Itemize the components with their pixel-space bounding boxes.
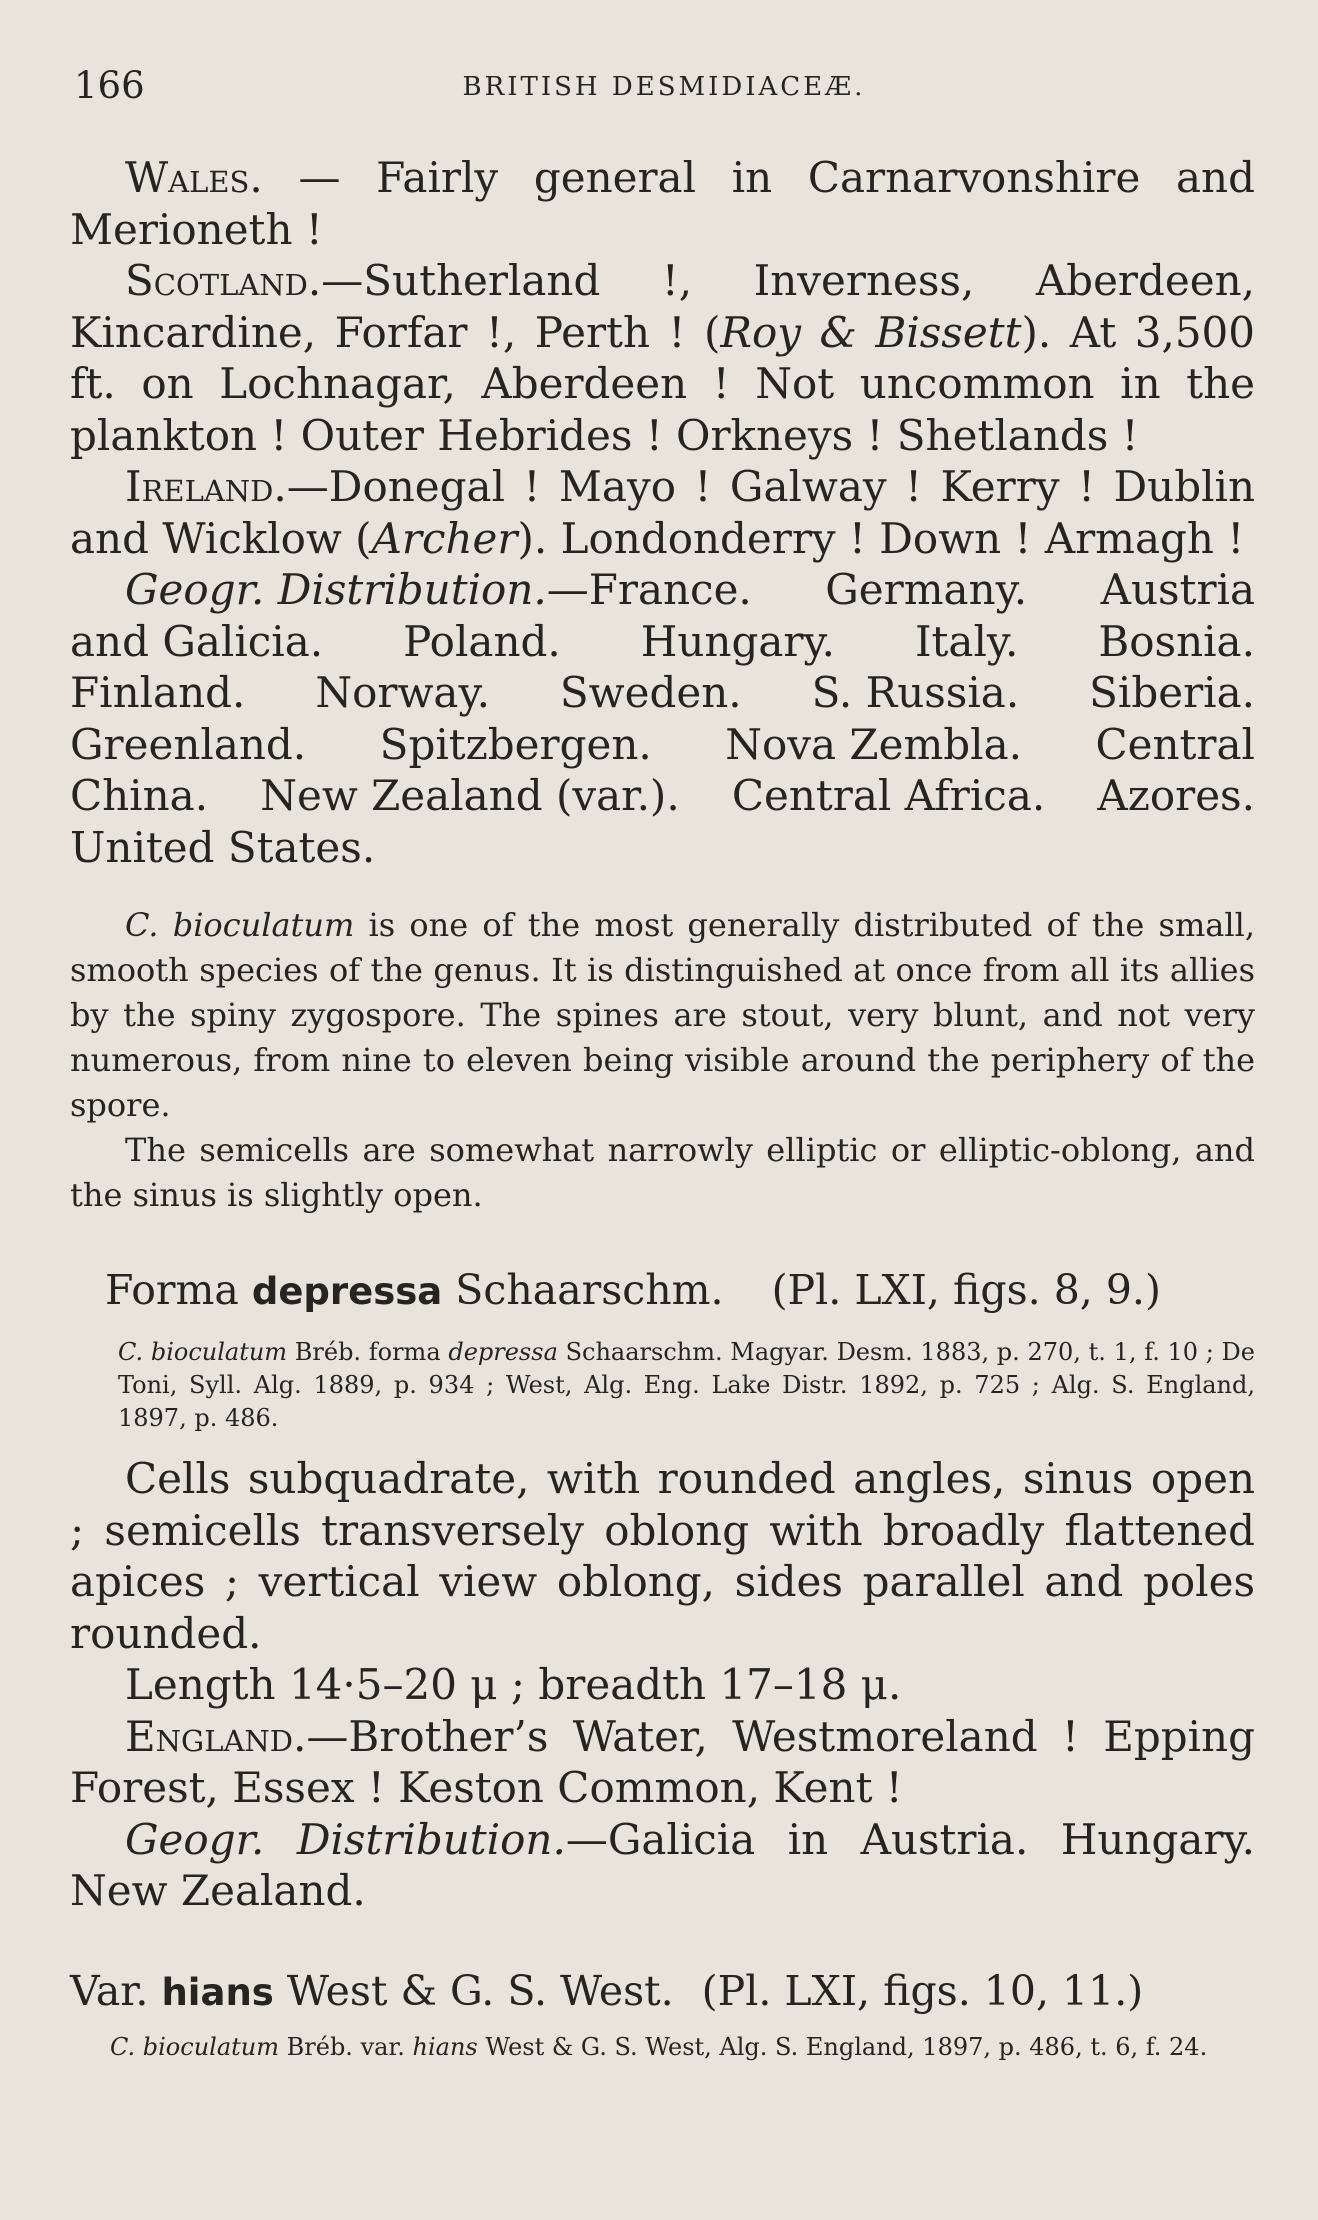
region-label: Ireland.: [125, 462, 287, 511]
distribution-label: Geogr. Distribution.: [125, 1814, 566, 1864]
distribution-row: [70, 564, 1255, 616]
forma-distribution-text: —Galicia in Austria. Hungary. New Zealand.: [70, 1814, 1255, 1915]
distribution-cell: S. Russia.: [811, 668, 1020, 717]
running-header: [74, 60, 1254, 120]
region-label: England.: [125, 1711, 307, 1761]
forma-measurements: Length 14·5–20 μ ; breadth 17–18 μ.: [125, 1660, 902, 1709]
distribution-cell: Sweden.: [559, 668, 742, 717]
variety-author: West & G. S. West.: [273, 1966, 674, 2015]
distribution-cell: Germany.: [825, 565, 1028, 614]
distribution-label: Geogr. Distribution.: [125, 565, 547, 614]
discussion-text: is one of the most generally distributed of the small, smooth species of the genus. It is distinguished at once from all its allies by the spiny zygospore. The spines are stout, very blunt, and not very numerous, from nine to eleven being visible around the periphery of the spore.: [70, 906, 1256, 1124]
plate-reference: (Pl. LXI, figs. 10, 11.): [701, 1966, 1144, 2015]
forma-england: [70, 1711, 1255, 1814]
variety-name: hians: [161, 1970, 274, 2014]
distribution-cell: Poland.: [403, 616, 561, 666]
distribution-cell: Norway.: [315, 668, 490, 717]
scotland-text-rest: ). At 3,500 ft. on Lochnagar, Aberdeen ! Not uncommon in the plankton ! Outer Hebrides ! Orkneys ! Shetlands !: [70, 307, 1256, 460]
forma-england-text: —Brother’s Water, Westmoreland ! Epping Forest, Essex ! Keston Common, Kent !: [70, 1711, 1255, 1812]
running-title: BRITISH DESMIDIACEÆ.: [462, 72, 866, 102]
distribution-row: [70, 667, 1255, 719]
distribution-cell: Austria: [1100, 565, 1255, 614]
forma-distribution: [70, 1814, 1255, 1917]
ireland-text-rest: ). Londonderry ! Down ! Armagh !: [517, 513, 1245, 563]
distribution-cell: Geogr. Distribution.—France.: [125, 565, 752, 614]
distribution-row: [70, 822, 1255, 874]
distribution-cell: Finland.: [70, 668, 246, 717]
distribution-cell: Bosnia.: [1098, 616, 1255, 666]
distribution-cell: China.: [70, 771, 209, 820]
distribution-row: [70, 770, 1255, 822]
page-number: 166: [74, 64, 145, 107]
distribution-cell: Azores.: [1097, 771, 1255, 820]
distribution-cell: Spitzbergen.: [379, 719, 652, 769]
distribution-cell: New Zealand (var.).: [260, 771, 680, 820]
discussion-paragraph: [70, 903, 1255, 1128]
forma-heading: Forma depressa Schaarschm. (Pl. LXI, figs. 8, 9.): [105, 1266, 1161, 1314]
distribution-block: [70, 564, 1255, 873]
page-body: [70, 152, 1255, 2064]
wales-paragraph: [70, 152, 1255, 255]
ireland-text: —Donegal ! Mayo ! Galway ! Kerry ! Dublin and Wicklow (: [70, 462, 1255, 563]
distribution-cell: Hungary.: [640, 616, 835, 666]
region-label: Scotland.: [125, 256, 322, 305]
variety-references: C. bioculatum Bréb. var. hians West & G. S. West, Alg. S. England, 1897, p. 486, t. 6, f. 24.: [110, 2032, 1208, 2061]
distribution-cell: Nova Zembla.: [725, 719, 1022, 769]
forma-name: depressa: [251, 1270, 443, 1313]
distribution-cell: Siberia.: [1089, 668, 1255, 717]
forma-references: C. bioculatum Bréb. forma depressa Schaarschm. Magyar. Desm. 1883, p. 270, t. 1, f. 10 ; De Toni, Syll. Alg. 1889, p. 934 ; West, Alg. Eng. Lake Distr. 1892, p. 725 ; Alg. S. England, 1897, p. 486.: [118, 1338, 1255, 1432]
variety-heading: Var. hians West & G. S. West. (Pl. LXI, figs. 10, 11.): [70, 1966, 1144, 2015]
wales-text: — Fairly general in Carnarvonshire and Merioneth !: [70, 153, 1255, 254]
scotland-paragraph: [70, 255, 1255, 461]
scotland-text: —Sutherland !, Inverness, Aberdeen, Kincardine, Forfar !, Perth ! (: [70, 256, 1255, 357]
distribution-cell: Italy.: [914, 616, 1019, 666]
species-name: C. bioculatum: [125, 906, 355, 944]
distribution-row: [70, 719, 1255, 771]
collector-name: Roy & Bissett: [720, 307, 1022, 357]
forma-author: Schaarschm.: [442, 1266, 724, 1314]
ireland-paragraph: [70, 461, 1255, 564]
distribution-cell: Central: [1095, 719, 1255, 769]
forma-description: Cells subquadrate, with rounded angles, sinus open ; semicells transversely oblong with broadly flattened apices ; vertical view oblong, sides parallel and poles rounded.: [70, 1454, 1255, 1658]
collector-name: Archer: [371, 513, 518, 563]
plate-reference: (Pl. LXI, figs. 8, 9.): [771, 1266, 1161, 1314]
distribution-row: [70, 616, 1255, 668]
distribution-cell: Central Africa.: [731, 771, 1046, 820]
region-label: Wales.: [125, 153, 263, 202]
distribution-cell: and Galicia.: [70, 616, 324, 666]
distribution-cell: Greenland.: [70, 719, 307, 769]
distribution-cell: United States.: [70, 822, 376, 872]
discussion-paragraph: [70, 1128, 1255, 1218]
discussion-text: The semicells are somewhat narrowly elliptic or elliptic-oblong, and the sinus is slightly open.: [70, 1131, 1255, 1214]
